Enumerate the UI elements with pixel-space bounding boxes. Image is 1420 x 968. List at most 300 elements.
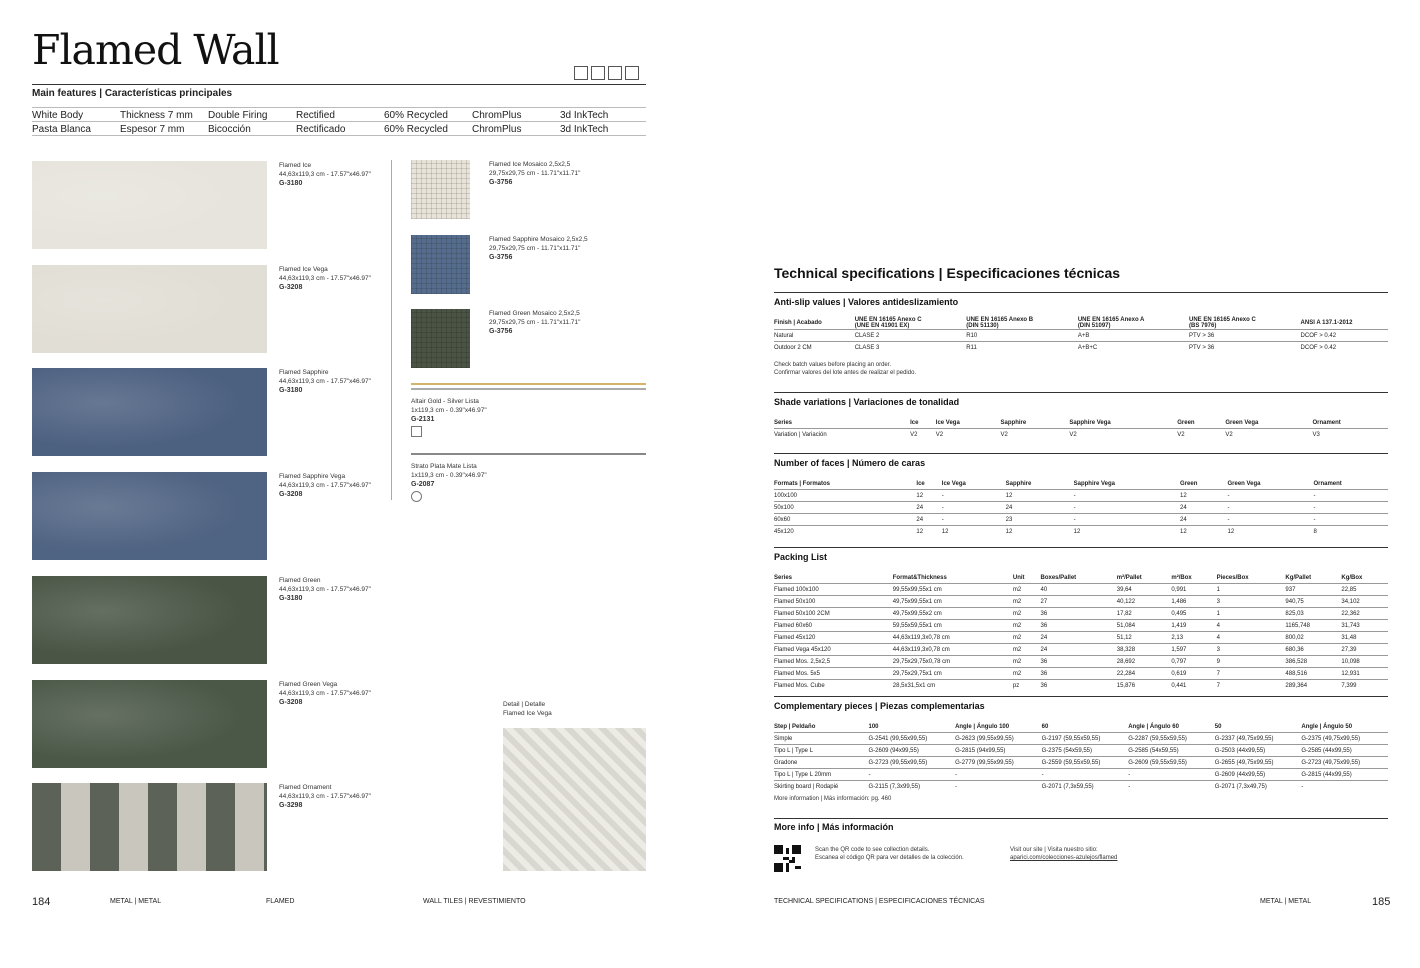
table-header-cell: Series xyxy=(774,574,793,581)
table-cell: 3 xyxy=(1217,596,1286,608)
table-header-cell: 100 xyxy=(868,723,879,730)
table-cell: G-2609 (94x99,55) xyxy=(868,745,955,757)
feature-item: Bicocción xyxy=(208,124,251,135)
table-cell: 40,122 xyxy=(1117,596,1172,608)
table-cell: 59,55x59,55x1 cm xyxy=(893,620,1013,632)
table-row xyxy=(774,620,1388,632)
table-header-cell: Step | Peldaño xyxy=(774,723,816,730)
table-cell: 60x60 xyxy=(774,514,916,526)
product-caption: Flamed Ice 44,63x119,3 cm - 17.57"x46.97" G-3180 xyxy=(279,162,371,187)
table-header-cell: Formats | Formatos xyxy=(774,480,831,487)
table-cell: G-2071 (7,3x49,75) xyxy=(1215,781,1302,793)
table-row xyxy=(774,429,1388,441)
lista-icon xyxy=(411,426,422,437)
table-cell: pz xyxy=(1013,680,1041,692)
table-cell: - xyxy=(1228,514,1314,526)
feature-item: Rectificado xyxy=(296,124,346,135)
product-tile xyxy=(32,368,267,456)
table-cell: 17,82 xyxy=(1117,608,1172,620)
feature-item: 3d InkTech xyxy=(560,124,609,135)
table-cell: 12 xyxy=(1006,490,1074,502)
table-row xyxy=(774,733,1388,745)
table-cell: Gradone xyxy=(774,757,868,769)
table-cell: A+B+C xyxy=(1078,342,1189,354)
table-header-cell: Series xyxy=(774,419,793,426)
table-cell: G-2609 (59,55x59,55) xyxy=(1128,757,1215,769)
table-row xyxy=(774,769,1388,781)
product-tile xyxy=(32,680,267,768)
table-cell: - xyxy=(955,781,1042,793)
table-cell: G-2337 (49,75x99,55) xyxy=(1215,733,1302,745)
packing-title: Packing List xyxy=(774,552,828,562)
table-header-cell: ANSI A 137.1-2012 xyxy=(1300,320,1353,326)
feature-item: White Body xyxy=(32,110,84,121)
table-cell: 12 xyxy=(1180,490,1227,502)
table-cell: 27,39 xyxy=(1341,644,1388,656)
table-cell: 24 xyxy=(1041,644,1117,656)
table-header-cell: m²/Pallet xyxy=(1116,574,1142,581)
mosaic-tile xyxy=(411,235,470,294)
table-cell: PTV > 36 xyxy=(1189,330,1301,342)
product-caption: Flamed Sapphire Vega 44,63x119,3 cm - 17.57"x46.97" G-3208 xyxy=(279,473,371,499)
table-cell: 10,098 xyxy=(1341,656,1388,668)
grid-icon xyxy=(608,66,622,80)
table-header-cell: Angle | Ángulo 50 xyxy=(1301,723,1353,730)
pattern-icon xyxy=(625,66,639,80)
table-cell: Simple xyxy=(774,733,868,745)
table-cell: 800,02 xyxy=(1285,632,1341,644)
footer-text: METAL | METAL xyxy=(1260,898,1312,905)
packing-table xyxy=(774,572,1388,691)
table-cell: PTV > 36 xyxy=(1189,342,1301,354)
table-header-cell: Angle | Ángulo 100 xyxy=(955,723,1010,730)
table-cell: G-2779 (99,55x99,55) xyxy=(955,757,1042,769)
table-cell: G-2503 (44x99,55) xyxy=(1215,745,1302,757)
product-caption: Flamed Green 44,63x119,3 cm - 17.57"x46.97" G-3180 xyxy=(279,576,371,602)
table-cell: G-2723 (99,55x99,55) xyxy=(868,757,955,769)
table-header-cell: Unit xyxy=(1012,574,1025,581)
table-cell: Flamed 60x60 xyxy=(774,620,893,632)
table-header-cell: 50 xyxy=(1214,723,1222,730)
feature-item: Rectified xyxy=(296,110,335,121)
feature-item: Double Firing xyxy=(208,110,268,121)
product-caption: Flamed Ice Vega 44,63x119,3 cm - 17.57"x46.97" G-3208 xyxy=(279,265,371,291)
table-cell: G-2375 (54x59,55) xyxy=(1042,745,1129,757)
faces-title: Number of faces | Número de caras xyxy=(774,458,926,468)
table-header-cell: Ornament xyxy=(1312,419,1341,426)
feature-item: 60% Recycled xyxy=(384,110,448,121)
table-cell: 12 xyxy=(942,526,1006,538)
table-cell: Flamed 50x100 xyxy=(774,596,893,608)
table-cell: - xyxy=(1074,490,1180,502)
table-cell: 39,64 xyxy=(1117,584,1172,596)
table-cell: G-2559 (59,55x59,55) xyxy=(1042,757,1129,769)
table-cell: Flamed 100x100 xyxy=(774,584,893,596)
table-cell: 31,743 xyxy=(1341,620,1388,632)
table-cell: G-2815 (44x99,55) xyxy=(1301,769,1388,781)
table-cell: 31,48 xyxy=(1341,632,1388,644)
table-row xyxy=(774,668,1388,680)
table-header-cell: Green xyxy=(1177,419,1195,426)
table-cell: - xyxy=(1042,769,1129,781)
table-cell: 12 xyxy=(1006,526,1074,538)
table-cell: m2 xyxy=(1013,596,1041,608)
table-cell: 386,528 xyxy=(1285,656,1341,668)
table-cell: R11 xyxy=(966,342,1078,354)
table-row xyxy=(774,490,1388,502)
complementary-title: Complementary pieces | Piezas complementarias xyxy=(774,701,985,711)
table-header-cell: Finish | Acabado xyxy=(774,320,822,326)
table-cell: 12 xyxy=(1074,526,1180,538)
table-cell: 23 xyxy=(1006,514,1074,526)
table-header-cell: UNE EN 16165 Anexo A (DIN 51097) xyxy=(1077,317,1145,329)
site-note: Visit our site | Visita nuestro sitio: aparici.com/colecciones-azulejos/flamed xyxy=(1010,847,1118,861)
table-cell: 12 xyxy=(1180,526,1227,538)
table-cell: 0,991 xyxy=(1171,584,1216,596)
table-cell: - xyxy=(1313,502,1388,514)
table-cell: - xyxy=(1228,490,1314,502)
table-row xyxy=(774,680,1388,692)
table-header-cell: UNE EN 16165 Anexo C (BS 7976) xyxy=(1189,317,1256,329)
table-cell: Flamed Mos. 5x5 xyxy=(774,668,893,680)
table-cell: 24 xyxy=(916,502,941,514)
table-cell: m2 xyxy=(1013,608,1041,620)
product-tile xyxy=(32,472,267,560)
table-cell: 2,13 xyxy=(1171,632,1216,644)
tech-spec-heading: Technical specifications | Especificaciones técnicas xyxy=(774,265,1121,281)
product-tile xyxy=(32,576,267,664)
antislip-table xyxy=(774,317,1388,353)
table-cell: 22,85 xyxy=(1341,584,1388,596)
table-cell: G-2287 (59,55x59,55) xyxy=(1128,733,1215,745)
table-cell: 12,931 xyxy=(1341,668,1388,680)
table-row xyxy=(774,596,1388,608)
table-cell: 825,03 xyxy=(1285,608,1341,620)
table-cell: 49,75x99,55x2 cm xyxy=(893,608,1013,620)
table-header-cell: Sapphire xyxy=(1000,419,1027,426)
table-cell: 488,516 xyxy=(1285,668,1341,680)
table-cell: - xyxy=(1074,514,1180,526)
table-row xyxy=(774,584,1388,596)
table-cell: 38,328 xyxy=(1117,644,1172,656)
product-tile xyxy=(32,265,267,353)
table-cell: 24 xyxy=(916,514,941,526)
table-header-cell: Ice Vega xyxy=(941,480,966,487)
table-cell: 40 xyxy=(1041,584,1117,596)
feature-item: Pasta Blanca xyxy=(32,124,91,135)
shade-table xyxy=(774,417,1388,440)
antislip-title: Anti-slip values | Valores antideslizamiento xyxy=(774,297,959,307)
table-header-cell: Sapphire Vega xyxy=(1069,419,1111,426)
antislip-note: Check batch values before placing an order. Confirmar valores del lote antes de realizar el pedido. xyxy=(774,362,917,376)
table-header-cell: Green xyxy=(1180,480,1198,487)
wave-icon xyxy=(591,66,605,80)
table-cell: DCOF > 0.42 xyxy=(1301,330,1388,342)
table-header-cell: Kg/Box xyxy=(1341,574,1363,581)
table-cell: - xyxy=(942,514,1006,526)
table-cell: 51,084 xyxy=(1117,620,1172,632)
product-tile xyxy=(32,161,267,249)
table-cell: 100x100 xyxy=(774,490,916,502)
table-cell: 22,284 xyxy=(1117,668,1172,680)
table-cell: 1,486 xyxy=(1171,596,1216,608)
table-cell: G-2623 (99,55x99,55) xyxy=(955,733,1042,745)
table-cell: - xyxy=(942,490,1006,502)
table-cell: V2 xyxy=(910,429,936,441)
table-header-cell: Ice xyxy=(916,480,925,487)
table-row xyxy=(774,632,1388,644)
footer-text: FLAMED xyxy=(266,898,295,905)
table-cell: - xyxy=(1313,514,1388,526)
complementary-more: More information | Más información: pg. 460 xyxy=(774,796,892,802)
mosaic-caption: Flamed Ice Mosaico 2,5x2,5 29,75x29,75 cm - 11.71"x11.71" G-3756 xyxy=(489,161,581,186)
table-cell: 3 xyxy=(1217,644,1286,656)
table-header-cell: Sapphire Vega xyxy=(1073,480,1115,487)
feature-item: ChromPlus xyxy=(472,124,522,135)
table-cell: 29,75x29,75x0,78 cm xyxy=(893,656,1013,668)
table-cell: G-2541 (99,55x99,55) xyxy=(868,733,955,745)
table-header-cell: Green Vega xyxy=(1225,419,1259,426)
page-title: Flamed Wall xyxy=(32,26,279,74)
table-cell: Flamed Vega 45x120 xyxy=(774,644,893,656)
mosaic-tile xyxy=(411,309,470,368)
table-row xyxy=(774,330,1388,342)
table-cell: V2 xyxy=(1225,429,1312,441)
table-header-cell: Green Vega xyxy=(1227,480,1261,487)
table-cell: m2 xyxy=(1013,644,1041,656)
qr-code-icon[interactable] xyxy=(774,845,801,872)
table-cell: CLASE 2 xyxy=(855,330,967,342)
feature-icons xyxy=(574,66,639,80)
table-cell: - xyxy=(1301,781,1388,793)
table-cell: G-2197 (59,55x59,55) xyxy=(1042,733,1129,745)
detail-image xyxy=(503,728,646,871)
table-cell: 8 xyxy=(1313,526,1388,538)
footer-text: METAL | METAL xyxy=(110,898,162,905)
table-cell: m2 xyxy=(1013,584,1041,596)
table-header-cell: Kg/Pallet xyxy=(1285,574,1312,581)
table-cell: Flamed 45x120 xyxy=(774,632,893,644)
table-row xyxy=(774,502,1388,514)
mosaic-caption: Flamed Sapphire Mosaico 2,5x2,5 29,75x29,75 cm - 11.71"x11.71" G-3756 xyxy=(489,235,588,261)
faces-table xyxy=(774,478,1388,537)
table-cell: G-2375 (49,75x99,55) xyxy=(1301,733,1388,745)
table-cell: DCOF > 0.42 xyxy=(1301,342,1388,354)
plata-lista-strip xyxy=(411,453,646,455)
main-features-heading: Main features | Características principales xyxy=(32,88,233,99)
feature-item: ChromPlus xyxy=(472,110,522,121)
table-cell: - xyxy=(1128,781,1215,793)
table-cell: 940,75 xyxy=(1285,596,1341,608)
table-row xyxy=(774,514,1388,526)
table-cell: 24 xyxy=(1180,514,1227,526)
table-cell: G-2585 (44x99,55) xyxy=(1301,745,1388,757)
qr-note: Scan the QR code to see collection details. Escanea el código QR para ver detalles de la colección. xyxy=(815,847,964,861)
table-cell: Flamed 50x100 2CM xyxy=(774,608,893,620)
table-cell: 12 xyxy=(916,526,941,538)
product-tile xyxy=(32,783,267,871)
mosaic-caption: Flamed Green Mosaico 2,5x2,5 29,75x29,75 cm - 11.71"x11.71" G-3756 xyxy=(489,310,581,335)
table-cell: 1,419 xyxy=(1171,620,1216,632)
feature-item: Thickness 7 mm xyxy=(120,110,193,121)
table-cell: 27 xyxy=(1041,596,1117,608)
table-row xyxy=(774,342,1388,354)
table-cell: V2 xyxy=(1177,429,1225,441)
table-cell: 289,364 xyxy=(1285,680,1341,692)
table-row xyxy=(774,608,1388,620)
table-cell: 1 xyxy=(1217,584,1286,596)
table-row xyxy=(774,745,1388,757)
table-cell: 24 xyxy=(1006,502,1074,514)
lista-item: Strato Plata Mate Lista 1x119,3 cm - 0.39"x46.97" G-2087 xyxy=(411,462,521,502)
table-cell: 937 xyxy=(1285,584,1341,596)
table-header-cell: Pieces/Box xyxy=(1216,574,1249,581)
more-info-title: More info | Más información xyxy=(774,822,894,832)
table-cell: 7,399 xyxy=(1341,680,1388,692)
table-cell: - xyxy=(1228,502,1314,514)
table-header-cell: UNE EN 16165 Anexo B (DIN 51130) xyxy=(966,317,1034,329)
table-cell: 4 xyxy=(1217,620,1286,632)
table-header-cell: Angle | Ángulo 60 xyxy=(1128,723,1179,730)
table-cell: m2 xyxy=(1013,656,1041,668)
table-cell: 36 xyxy=(1041,656,1117,668)
table-row xyxy=(774,757,1388,769)
table-cell: V3 xyxy=(1312,429,1388,441)
table-cell: V2 xyxy=(936,429,1001,441)
table-cell: 0,441 xyxy=(1171,680,1216,692)
table-cell: 51,12 xyxy=(1117,632,1172,644)
table-cell: 680,36 xyxy=(1285,644,1341,656)
table-cell: 7 xyxy=(1217,668,1286,680)
table-cell: 36 xyxy=(1041,680,1117,692)
table-cell: Variation | Variación xyxy=(774,429,910,441)
table-header-cell: Ice xyxy=(910,419,919,426)
table-cell: V2 xyxy=(1069,429,1177,441)
table-cell: Flamed Mos. 2,5x2,5 xyxy=(774,656,893,668)
table-cell: 29,75x29,75x1 cm xyxy=(893,668,1013,680)
table-cell: 49,75x99,55x1 cm xyxy=(893,596,1013,608)
table-cell: 36 xyxy=(1041,620,1117,632)
detail-caption: Detail | Detalle Flamed Ice Vega xyxy=(503,701,552,717)
table-header-cell: UNE EN 16165 Anexo C (UNE EN 41901 EX) xyxy=(854,317,922,329)
gold-lista-strip xyxy=(411,383,646,385)
table-cell: m2 xyxy=(1013,668,1041,680)
table-cell: 0,797 xyxy=(1171,656,1216,668)
table-header-cell: Boxes/Pallet xyxy=(1040,574,1077,581)
table-cell: A+B xyxy=(1078,330,1189,342)
table-cell: 0,619 xyxy=(1171,668,1216,680)
feature-item: 60% Recycled xyxy=(384,124,448,135)
table-cell: G-2723 (49,75x99,55) xyxy=(1301,757,1388,769)
table-cell: 36 xyxy=(1041,668,1117,680)
table-cell: G-2115 (7,3x99,55) xyxy=(868,781,955,793)
table-cell: Natural xyxy=(774,330,855,342)
table-cell: 0,495 xyxy=(1171,608,1216,620)
product-caption: Flamed Ornament 44,63x119,3 cm - 17.57"x46.97" G-3298 xyxy=(279,784,371,810)
site-link[interactable]: aparici.com/colecciones-azulejos/flamed xyxy=(1010,855,1118,861)
table-cell: G-2655 (49,75x99,55) xyxy=(1215,757,1302,769)
table-cell: 34,102 xyxy=(1341,596,1388,608)
table-cell: 9 xyxy=(1217,656,1286,668)
table-cell: R10 xyxy=(966,330,1078,342)
footer-text: WALL TILES | REVESTIMIENTO xyxy=(423,898,526,905)
table-cell: V2 xyxy=(1001,429,1070,441)
table-cell: Flamed Mos. Cube xyxy=(774,680,893,692)
table-row xyxy=(774,656,1388,668)
table-cell: - xyxy=(1313,490,1388,502)
table-cell: 50x100 xyxy=(774,502,916,514)
table-cell: Tipo L | Type L xyxy=(774,745,868,757)
table-cell: 24 xyxy=(1041,632,1117,644)
mosaic-tile xyxy=(411,160,470,219)
table-cell: 44,63x119,3x0,78 cm xyxy=(893,644,1013,656)
table-cell: - xyxy=(1128,769,1215,781)
table-cell: 28,692 xyxy=(1117,656,1172,668)
table-cell: - xyxy=(1074,502,1180,514)
table-cell: m2 xyxy=(1013,632,1041,644)
table-cell: Tipo L | Type L 20mm xyxy=(774,769,868,781)
table-cell: G-2585 (54x59,55) xyxy=(1128,745,1215,757)
table-cell: 45x120 xyxy=(774,526,916,538)
footer-text: TECHNICAL SPECIFICATIONS | ESPECIFICACIONES TÉCNICAS xyxy=(774,898,985,905)
table-cell: 1,597 xyxy=(1171,644,1216,656)
table-row xyxy=(774,781,1388,793)
table-cell: G-2815 (94x99,55) xyxy=(955,745,1042,757)
table-cell: 12 xyxy=(1228,526,1314,538)
table-header-cell: Ice Vega xyxy=(935,419,960,426)
table-cell: 1165,748 xyxy=(1285,620,1341,632)
lista-item: Altair Gold - Silver Lista 1x119,3 cm - 0.39"x46.97" G-2131 xyxy=(411,397,521,437)
table-cell: 15,876 xyxy=(1117,680,1172,692)
table-row xyxy=(774,526,1388,538)
table-cell: Outdoor 2 CM xyxy=(774,342,855,354)
table-cell: m2 xyxy=(1013,620,1041,632)
table-cell: 4 xyxy=(1217,632,1286,644)
table-row xyxy=(774,644,1388,656)
rectified-icon xyxy=(574,66,588,80)
shade-title: Shade variations | Variaciones de tonalidad xyxy=(774,397,960,407)
table-cell: - xyxy=(955,769,1042,781)
table-header-cell: Sapphire xyxy=(1005,480,1032,487)
table-cell: 28,5x31,5x1 cm xyxy=(893,680,1013,692)
table-cell: G-2609 (44x99,55) xyxy=(1215,769,1302,781)
table-cell: 99,55x99,55x1 cm xyxy=(893,584,1013,596)
product-caption: Flamed Sapphire 44,63x119,3 cm - 17.57"x46.97" G-3180 xyxy=(279,369,371,395)
lista-icon xyxy=(411,491,422,502)
feature-item: 3d InkTech xyxy=(560,110,609,121)
table-cell: 22,362 xyxy=(1341,608,1388,620)
table-cell: Skirting board | Rodapié xyxy=(774,781,868,793)
table-cell: 44,63x119,3x0,78 cm xyxy=(893,632,1013,644)
page-number: 185 xyxy=(1372,896,1391,908)
table-cell: - xyxy=(942,502,1006,514)
table-cell: - xyxy=(868,769,955,781)
table-cell: 12 xyxy=(916,490,941,502)
table-cell: 7 xyxy=(1217,680,1286,692)
table-header-cell: m²/Box xyxy=(1171,574,1192,581)
table-cell: 1 xyxy=(1217,608,1286,620)
page-number: 184 xyxy=(32,896,51,908)
table-header-cell: Format&Thickness xyxy=(892,574,947,581)
feature-item: Espesor 7 mm xyxy=(120,124,185,135)
table-cell: 24 xyxy=(1180,502,1227,514)
product-caption: Flamed Green Vega 44,63x119,3 cm - 17.57"x46.97" G-3208 xyxy=(279,680,371,706)
table-cell: 36 xyxy=(1041,608,1117,620)
complementary-table xyxy=(774,721,1388,792)
silver-lista-strip xyxy=(411,388,646,390)
table-header-cell: 60 xyxy=(1041,723,1049,730)
table-header-cell: Ornament xyxy=(1313,480,1342,487)
